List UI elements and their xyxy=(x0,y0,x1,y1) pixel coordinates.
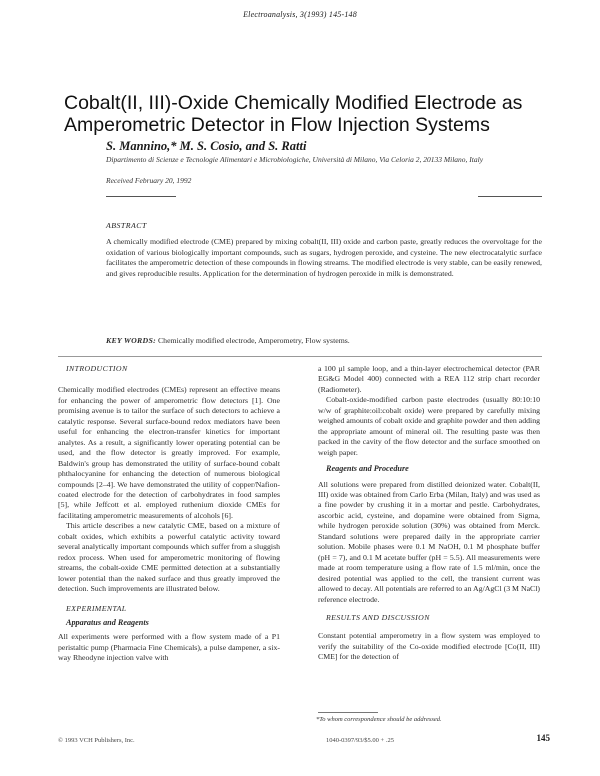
reagents-text: All solutions were prepared from distilled deionized water. Cobalt(II, III) oxide was obtained from Carlo Erba (Milan, Italy) and was used as a fine powder by crushing it in a mortar and pestle. Carbohydrates, ascorbic acid, cysteine, and dopamine were obtained from Sigma, while hydrogen peroxide solution (30%) was obtained from Merck. Standard solutions were prepared daily in the appropriate carrier solution. Mobile phases were 0.1 M NaOH, 0.1 M phosphate buffer (pH = 7), and 0.1 M acetate buffer (pH = 5.5). All measurements were made at room temperature using a flow rate of 1.5 ml/min, once the desired potential was applied to the cell, the transient current was allowed to decay. All potentials are referred to an Ag/AgCl (3 M NaCl) reference electrode. xyxy=(318,479,540,604)
results-heading: RESULTS AND DISCUSSION xyxy=(326,612,430,622)
left-column xyxy=(58,364,280,664)
intro-paragraph-1: Chemically modified electrodes (CMEs) represent an effective means for enhancing the power of amperometric flow detectors [1]. One promising avenue is to tailor the surface of such detectors to achieve a catalytic response. Several surface-bound redox mediators have been useful for enhancing the electron-transfer kinetics for important analytes. As a result, a significantly lower operating potential can be used, and the flow detector is greatly improved. For example, Baldwin's group has demonstrated the utility of surface-bound cobalt phthalocyanine for enhancing the detection of numerous biological compounds [2–4]. We have demonstrated the utility of copper/Nafion-coated electrode for the detection of carbohydrates in food samples [5], while Jeffcott et al. employed ruthenium dioxide CMEs for facilitating amperometric measurements of alcohols [6]. xyxy=(58,385,280,520)
received-date: Received February 20, 1992 xyxy=(106,176,192,185)
keywords-text: Chemically modified electrode, Amperometry, Flow systems. xyxy=(157,336,350,345)
footnote-rule xyxy=(318,712,378,713)
intro-paragraph-2: This article describes a new catalytic CME, based on a mixture of cobalt oxides, which exhibits a powerful catalytic activity toward several analytically important compounds which suffer from a sluggish redox process. When used for amperometric monitoring of flowing streams, the cobalt-oxide CME permitted detection at a substantially lower potential than the naked surface and thus greatly improved the detection. Such improvements are illustrated below. xyxy=(58,521,281,594)
apparatus-text: All experiments were performed with a flow system made of a P1 peristaltic pump (Pharmacia Fine Chemicals), a pulse dampener, a six-way Rheodyne injection valve with xyxy=(58,632,280,663)
right-paragraph-1: a 100 µl sample loop, and a thin-layer electrochemical detector (PAR EG&G Model 400) connected with a REA 112 strip chart recorder (Radiometer). xyxy=(318,364,540,394)
authors: S. Mannino,* M. S. Cosio, and S. Ratti xyxy=(106,139,307,153)
header-rule-left xyxy=(106,196,176,197)
abstract-heading: ABSTRACT xyxy=(106,221,147,230)
footnote: *To whom correspondence should be addressed. xyxy=(316,716,442,723)
abstract-bottom-rule xyxy=(58,356,542,357)
abstract-text: A chemically modified electrode (CME) prepared by mixing cobalt(II, III) oxide and carbon paste, greatly reduces the overvoltage for the oxidation of various biologically important compounds, such as sugars, hydrogen peroxide, and cysteine. The new electrocatalytic surface facilitates the amperometric detection of these compounds in flowing streams. The modified electrode is very stable, can be easily renewed, and gives reproducible results. Application for the determination of hydrogen peroxide in milk is demonstrated. xyxy=(106,237,542,278)
right-paragraph-2: Cobalt-oxide-modified carbon paste electrodes (usually 80:10:10 w/w of graphite:oil:cobalt oxide) were prepared by carefully mixing weighed amounts of cobalt oxide and graphite powder and then adding the appropriate amount of mineral oil. The resulting paste was then packed in the cavity of the flow detector and the surface smoothed on weigh paper. xyxy=(318,395,540,457)
copyright: © 1993 VCH Publishers, Inc. xyxy=(58,737,135,744)
results-text: Constant potential amperometry in a flow system was employed to verify the suitability of the Co-oxide modified electrode [Co(II, III) CME] for the detection of xyxy=(318,631,540,662)
issn: 1040-0397/93/$5.00 + .25 xyxy=(326,737,394,744)
keywords xyxy=(106,336,542,346)
apparatus-heading: Apparatus and Reagents xyxy=(66,617,149,627)
keywords-label: KEY WORDS: xyxy=(106,336,157,345)
page-number: 145 xyxy=(536,733,550,743)
affiliation: Dipartimento di Scienze e Tecnologie Alimentari e Microbiologiche, Università di Milano, Via Celoria 2, 20133 Milano, Italy xyxy=(106,155,484,164)
header-rule-right xyxy=(478,196,542,197)
right-column xyxy=(318,364,540,663)
reagents-heading: Reagents and Procedure xyxy=(326,464,409,474)
introduction-heading: INTRODUCTION xyxy=(66,364,128,373)
journal-header: Electroanalysis, 3(1993) 145-148 xyxy=(243,10,357,19)
experimental-heading: EXPERIMENTAL xyxy=(66,603,127,613)
article-title: Cobalt(II, III)-Oxide Chemically Modified Electrode as Amperometric Detector in Flow Injection Systems xyxy=(64,92,523,136)
